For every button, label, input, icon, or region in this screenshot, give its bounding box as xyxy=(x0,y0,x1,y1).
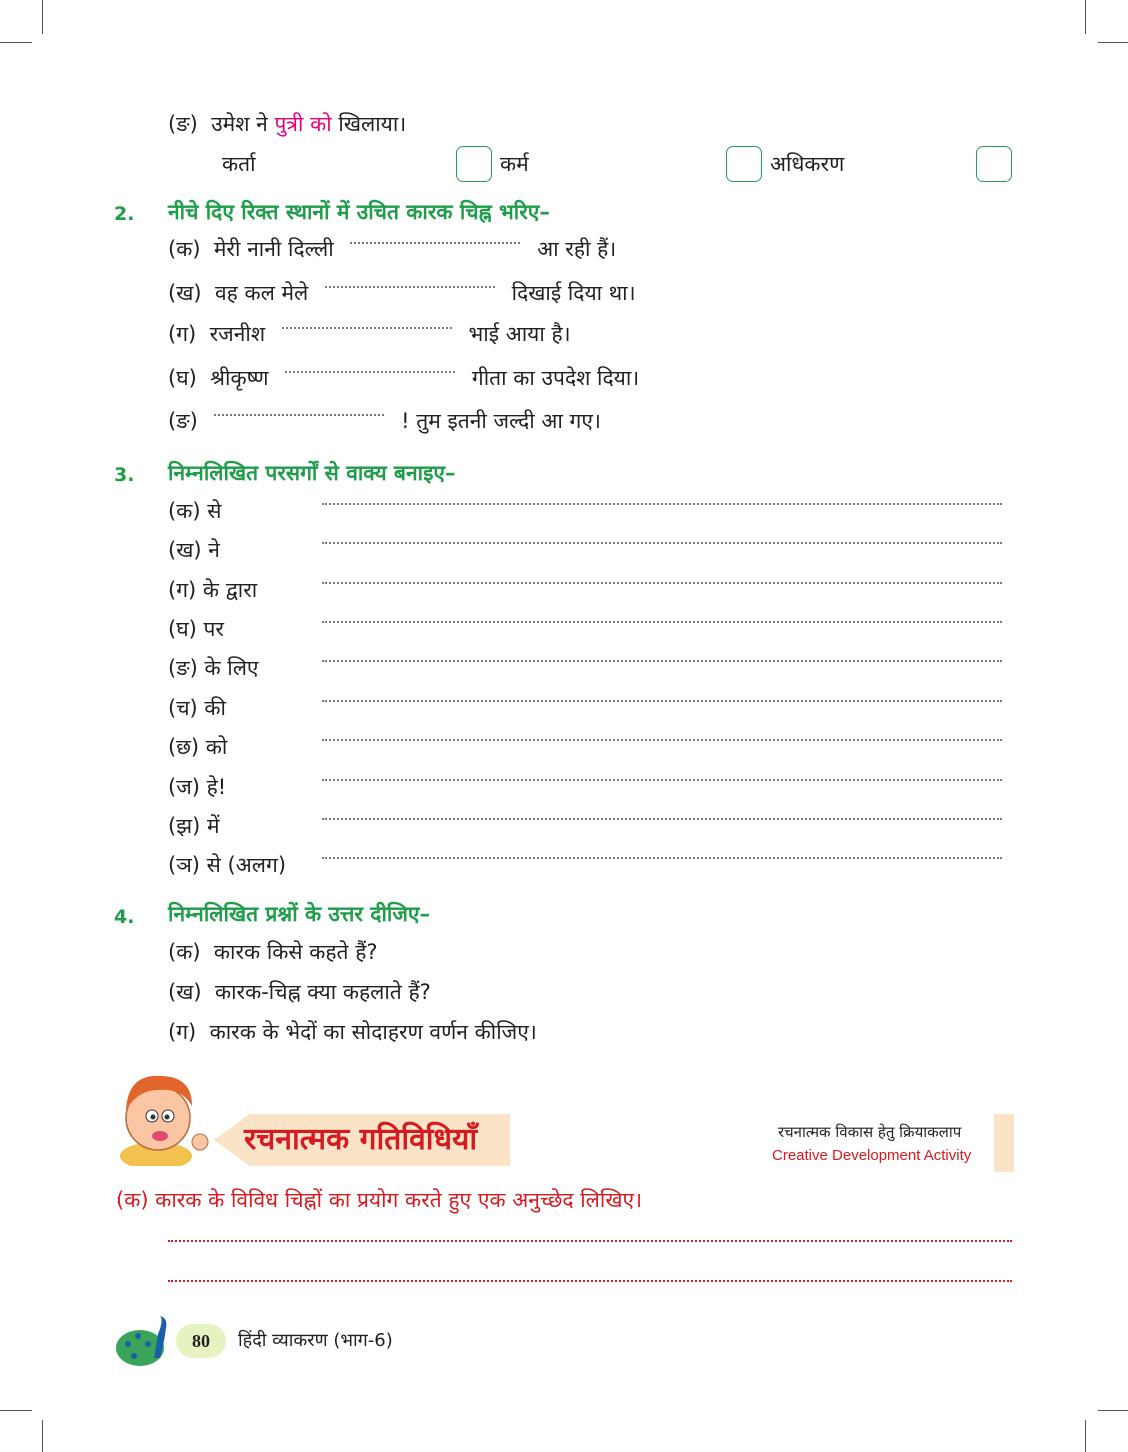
item-label: (ग) xyxy=(168,322,197,346)
answer-line[interactable] xyxy=(322,621,1002,623)
sentence-after: खिलाया। xyxy=(338,112,407,136)
item-label: (घ) xyxy=(168,617,197,641)
blank-field[interactable] xyxy=(325,286,495,288)
question-number: 3. xyxy=(114,464,135,486)
fill-blank-row xyxy=(168,407,601,435)
mascot-hand xyxy=(192,1134,208,1150)
question-heading: निम्नलिखित प्रश्नों के उत्तर दीजिए– xyxy=(168,902,431,926)
item-label: (ङ) xyxy=(168,409,198,433)
question-number: 4. xyxy=(114,906,135,928)
sentence-before: श्रीकृष्ण xyxy=(210,366,269,390)
sentence-after: दिखाई दिया था। xyxy=(511,281,636,305)
sentence-prompt-row xyxy=(168,773,226,801)
mascot-mouth xyxy=(152,1131,168,1141)
item-label: (ञ) xyxy=(168,853,200,877)
postposition-word: की xyxy=(204,696,226,720)
option-label-karta: कर्ता xyxy=(222,152,256,176)
blank-field[interactable] xyxy=(282,327,452,329)
item-label: (क) xyxy=(168,940,201,964)
fill-blank-row xyxy=(168,235,616,263)
peacock-illustration xyxy=(114,1314,180,1370)
feather-eye xyxy=(135,1333,141,1339)
postposition-word: को xyxy=(205,735,228,759)
creative-task: (क) कारक के विविध चिह्नों का प्रयोग करते हुए एक अनुच्छेद लिखिए। xyxy=(116,1188,643,1212)
boy-mascot-illustration xyxy=(112,1066,216,1166)
postposition-word: में xyxy=(206,814,220,838)
answer-line[interactable] xyxy=(168,1240,1012,1242)
sentence-prompt-row xyxy=(168,733,227,761)
answer-line[interactable] xyxy=(322,660,1002,662)
postposition-word: पर xyxy=(203,617,225,641)
crop-mark xyxy=(1085,0,1086,34)
sentence-prompt-row xyxy=(168,615,224,643)
answer-line[interactable] xyxy=(322,779,1002,781)
crop-mark xyxy=(42,0,43,34)
crop-mark xyxy=(1098,42,1128,43)
option-checkbox-karm[interactable] xyxy=(726,146,762,182)
answer-line[interactable] xyxy=(322,582,1002,584)
item-label: (क) xyxy=(168,237,201,261)
mascot-pupil xyxy=(151,1115,156,1120)
postposition-word: से (अलग) xyxy=(206,853,287,877)
highlighted-word: पुत्री को xyxy=(274,112,332,136)
question-heading: नीचे दिए रिक्त स्थानों में उचित कारक चिह्न भरिए– xyxy=(168,200,550,224)
fill-blank-row xyxy=(168,320,571,348)
answer-line[interactable] xyxy=(322,542,1002,544)
question-item xyxy=(168,978,431,1006)
crop-mark xyxy=(1098,1410,1128,1411)
page-number: 80 xyxy=(192,1331,210,1351)
postposition-word: हे! xyxy=(206,775,227,799)
creative-side-bar xyxy=(994,1114,1014,1172)
creative-side-hindi: रचनात्मक विकास हेतु क्रियाकलाप xyxy=(778,1123,962,1141)
item-text: कारक-चिह्न क्या कहलाते हैं? xyxy=(214,980,431,1004)
answer-line[interactable] xyxy=(322,700,1002,702)
item-label: (ख) xyxy=(168,980,202,1004)
item-label: (ख) xyxy=(168,538,202,562)
answer-line[interactable] xyxy=(322,818,1002,820)
item-label: (घ) xyxy=(168,366,197,390)
fill-blank-row xyxy=(168,364,639,392)
question-item xyxy=(168,1018,537,1046)
item-text: कारक किसे कहते हैं? xyxy=(213,940,378,964)
sentence-after: ! तुम इतनी जल्दी आ गए। xyxy=(401,409,601,433)
crop-mark xyxy=(42,1420,43,1452)
sentence-before: मेरी नानी दिल्ली xyxy=(213,237,334,261)
crop-mark xyxy=(0,1410,32,1411)
q1e-sentence xyxy=(168,110,406,138)
book-title: हिंदी व्याकरण (भाग-6) xyxy=(238,1330,393,1351)
item-label: (झ) xyxy=(168,814,201,838)
option-label-karm: कर्म xyxy=(500,152,529,176)
question-number: 2. xyxy=(114,203,135,225)
item-label: (ग) xyxy=(168,1020,197,1044)
sentence-prompt-row xyxy=(168,576,257,604)
feather-eye xyxy=(125,1341,131,1347)
sentence-after: भाई आया है। xyxy=(468,322,571,346)
mascot-pupil xyxy=(165,1115,170,1120)
question-item xyxy=(168,938,378,966)
sentence-prompt-row xyxy=(168,812,220,840)
item-label: (ग) xyxy=(168,578,197,602)
postposition-word: के लिए xyxy=(204,656,259,680)
postposition-word: से xyxy=(207,499,222,523)
option-checkbox-adhikaran[interactable] xyxy=(976,146,1012,182)
feather-eye xyxy=(145,1341,151,1347)
sentence-prompt-row xyxy=(168,851,286,879)
sentence-prompt-row xyxy=(168,694,226,722)
sentence-before: उमेश ने xyxy=(211,112,268,136)
creative-side-english: Creative Development Activity xyxy=(772,1147,972,1164)
option-checkbox-karta[interactable] xyxy=(456,146,492,182)
item-label: (ङ) xyxy=(168,112,198,136)
blank-field[interactable] xyxy=(285,371,455,373)
blank-field[interactable] xyxy=(350,242,520,244)
item-label: (छ) xyxy=(168,735,200,759)
crop-mark xyxy=(1085,1420,1086,1452)
answer-line[interactable] xyxy=(322,857,1002,859)
sentence-after: गीता का उपदेश दिया। xyxy=(471,366,640,390)
sentence-prompt-row xyxy=(168,536,220,564)
item-label: (ङ) xyxy=(168,656,198,680)
item-label: (च) xyxy=(168,696,198,720)
crop-mark xyxy=(0,42,32,43)
feather-eye xyxy=(131,1353,137,1359)
blank-field[interactable] xyxy=(214,414,384,416)
postposition-word: ने xyxy=(208,538,220,562)
fill-blank-row xyxy=(168,279,636,307)
sentence-before: वह कल मेले xyxy=(214,281,309,305)
answer-line[interactable] xyxy=(322,503,1002,505)
sentence-before: रजनीश xyxy=(209,322,266,346)
item-text: कारक के भेदों का सोदाहरण वर्णन कीजिए। xyxy=(209,1020,537,1044)
option-label-adhikaran: अधिकरण xyxy=(770,152,845,176)
sentence-prompt-row xyxy=(168,497,221,525)
postposition-word: के द्वारा xyxy=(202,578,258,602)
item-label: (क) xyxy=(168,499,201,523)
answer-line[interactable] xyxy=(322,739,1002,741)
question-heading: निम्नलिखित परसर्गों से वाक्य बनाइए– xyxy=(168,461,456,485)
item-label: (ख) xyxy=(168,281,202,305)
sentence-prompt-row xyxy=(168,654,259,682)
creative-banner-title: रचनात्मक गतिविधियाँ xyxy=(244,1122,478,1157)
item-label: (ज) xyxy=(168,775,200,799)
sentence-after: आ रही हैं। xyxy=(537,237,617,261)
answer-line[interactable] xyxy=(168,1280,1012,1282)
